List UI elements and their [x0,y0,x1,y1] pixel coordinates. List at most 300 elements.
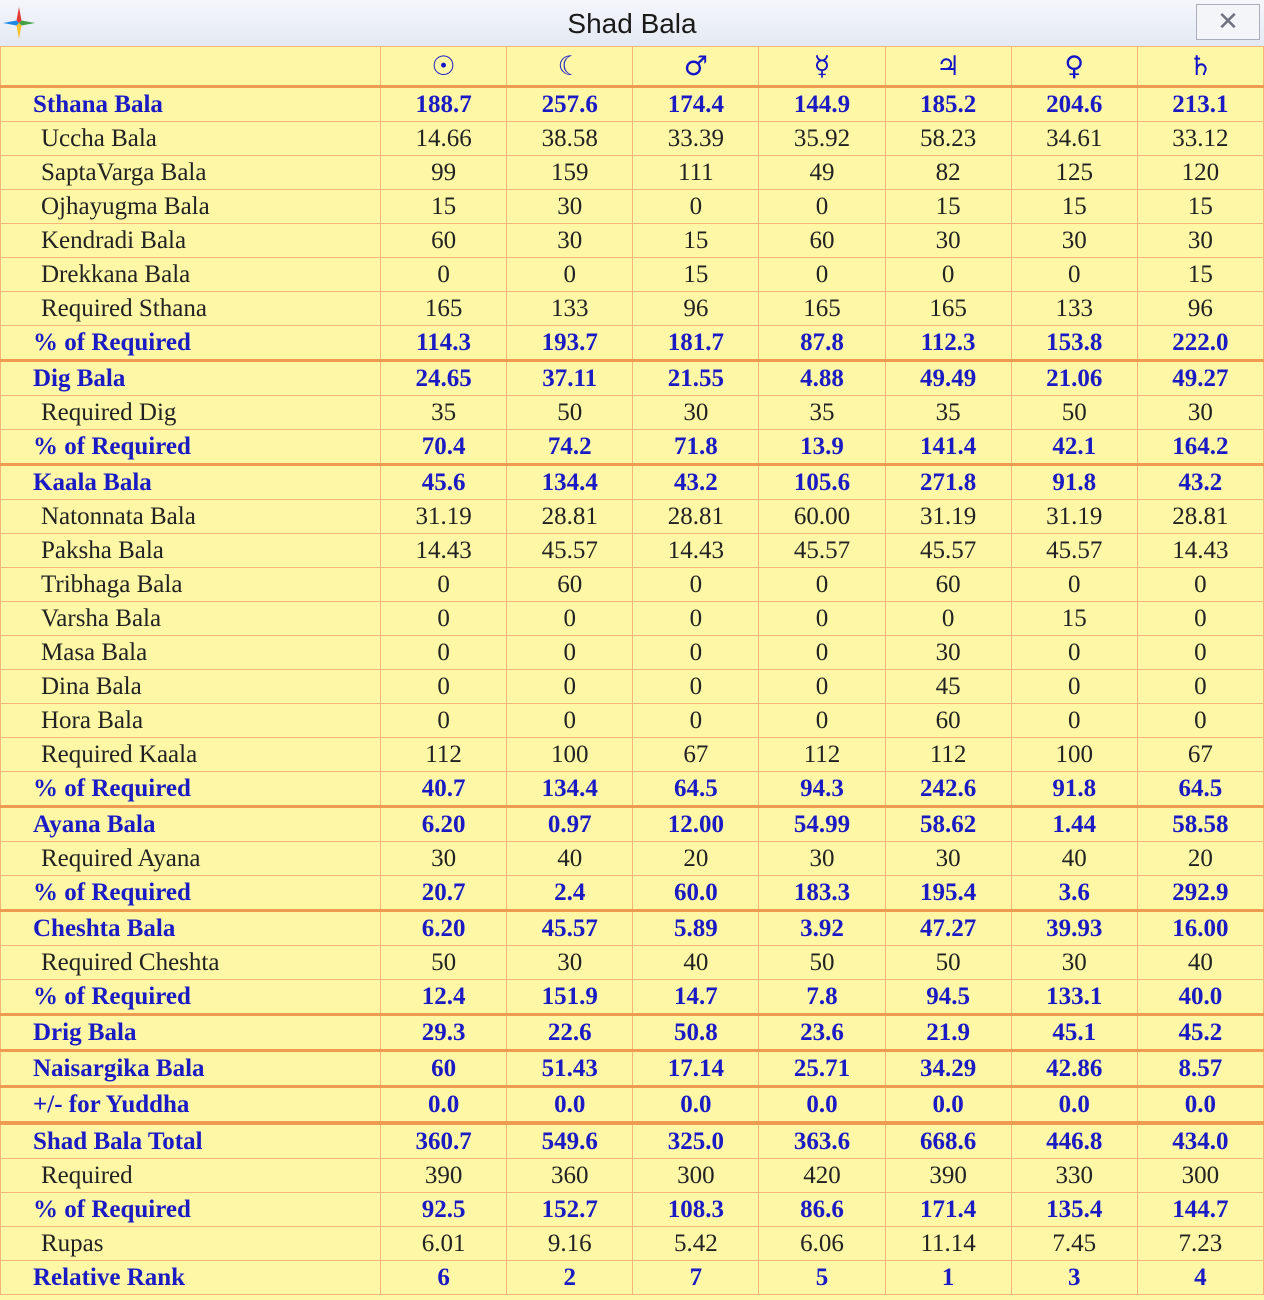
value-cell-mars: 0 [633,190,759,224]
value-cell-mars: 5.42 [633,1227,759,1261]
value-cell-mercury: 5 [759,1261,885,1295]
value-cell-moon: 37.11 [507,361,633,396]
value-cell-jupiter: 390 [885,1159,1011,1193]
value-cell-mercury: 35.92 [759,122,885,156]
table-row [1,636,1264,670]
table-row [1,946,1264,980]
table-row [1,876,1264,911]
value-cell-mercury: 0.0 [759,1087,885,1124]
value-cell-venus: 135.4 [1011,1193,1137,1227]
value-cell-venus: 3 [1011,1261,1137,1295]
table-row [1,1123,1264,1159]
corner-cell [1,47,381,87]
value-cell-saturn: 14.43 [1137,534,1263,568]
value-cell-mercury: 60 [759,224,885,258]
value-cell-moon: 0 [507,258,633,292]
value-cell-saturn: 144.7 [1137,1193,1263,1227]
value-cell-moon: 45.57 [507,911,633,946]
table-row [1,500,1264,534]
value-cell-jupiter: 112.3 [885,326,1011,361]
value-cell-sun: 31.19 [381,500,507,534]
planet-sun-icon: ☉ [381,47,507,87]
value-cell-saturn: 40 [1137,946,1263,980]
title-bar [0,0,1264,47]
value-cell-venus: 39.93 [1011,911,1137,946]
value-cell-mercury: 45.57 [759,534,885,568]
value-cell-saturn: 40.0 [1137,980,1263,1015]
row-label: Ojhayugma Bala [1,190,381,224]
row-label: Hora Bala [1,704,381,738]
row-label: % of Required [1,876,381,911]
row-label: Cheshta Bala [1,911,381,946]
value-cell-venus: 0 [1011,258,1137,292]
row-label: +/- for Yuddha [1,1087,381,1124]
value-cell-saturn: 0 [1137,670,1263,704]
value-cell-saturn: 300 [1137,1159,1263,1193]
value-cell-jupiter: 60 [885,568,1011,602]
value-cell-mars: 43.2 [633,465,759,500]
value-cell-mars: 64.5 [633,772,759,807]
row-label: % of Required [1,430,381,465]
value-cell-jupiter: 15 [885,190,1011,224]
value-cell-jupiter: 1 [885,1261,1011,1295]
value-cell-saturn: 15 [1137,190,1263,224]
value-cell-jupiter: 49.49 [885,361,1011,396]
value-cell-mercury: 144.9 [759,87,885,122]
value-cell-saturn: 0 [1137,704,1263,738]
value-cell-mercury: 0 [759,190,885,224]
row-label: Relative Rank [1,1261,381,1295]
row-label: Sthana Bala [1,87,381,122]
value-cell-mercury: 420 [759,1159,885,1193]
value-cell-jupiter: 21.9 [885,1015,1011,1051]
value-cell-mars: 0 [633,636,759,670]
value-cell-saturn: 64.5 [1137,772,1263,807]
value-cell-mercury: 0 [759,602,885,636]
row-label: Masa Bala [1,636,381,670]
value-cell-sun: 15 [381,190,507,224]
row-label: Varsha Bala [1,602,381,636]
value-cell-mars: 0 [633,568,759,602]
row-label: Kaala Bala [1,465,381,500]
value-cell-venus: 125 [1011,156,1137,190]
value-cell-venus: 15 [1011,602,1137,636]
value-cell-venus: 42.1 [1011,430,1137,465]
value-cell-moon: 133 [507,292,633,326]
value-cell-sun: 24.65 [381,361,507,396]
value-cell-venus: 100 [1011,738,1137,772]
value-cell-venus: 0 [1011,636,1137,670]
value-cell-moon: 0.0 [507,1087,633,1124]
row-label: Required Kaala [1,738,381,772]
value-cell-sun: 0 [381,568,507,602]
value-cell-moon: 30 [507,224,633,258]
value-cell-mars: 7 [633,1261,759,1295]
value-cell-mars: 5.89 [633,911,759,946]
value-cell-mercury: 13.9 [759,430,885,465]
value-cell-jupiter: 58.62 [885,807,1011,842]
value-cell-saturn: 0 [1137,568,1263,602]
value-cell-moon: 100 [507,738,633,772]
planet-saturn-icon: ♄ [1137,47,1263,87]
value-cell-saturn: 45.2 [1137,1015,1263,1051]
value-cell-mars: 20 [633,842,759,876]
planet-moon-icon: ☾ [507,47,633,87]
value-cell-mercury: 87.8 [759,326,885,361]
value-cell-jupiter: 82 [885,156,1011,190]
value-cell-mars: 71.8 [633,430,759,465]
value-cell-sun: 360.7 [381,1123,507,1159]
value-cell-jupiter: 165 [885,292,1011,326]
value-cell-saturn: 20 [1137,842,1263,876]
value-cell-venus: 133 [1011,292,1137,326]
value-cell-sun: 50 [381,946,507,980]
row-label: Ayana Bala [1,807,381,842]
planet-mercury-icon: ☿ [759,47,885,87]
value-cell-jupiter: 45.57 [885,534,1011,568]
value-cell-moon: 2.4 [507,876,633,911]
value-cell-mars: 15 [633,258,759,292]
value-cell-mars: 67 [633,738,759,772]
value-cell-sun: 6.01 [381,1227,507,1261]
value-cell-mercury: 112 [759,738,885,772]
row-label: Kendradi Bala [1,224,381,258]
planet-mars-icon: ♂ [633,47,759,87]
value-cell-mercury: 60.00 [759,500,885,534]
value-cell-saturn: 164.2 [1137,430,1263,465]
value-cell-saturn: 30 [1137,396,1263,430]
value-cell-saturn: 58.58 [1137,807,1263,842]
value-cell-sun: 0 [381,258,507,292]
value-cell-jupiter: 30 [885,842,1011,876]
value-cell-sun: 12.4 [381,980,507,1015]
value-cell-sun: 6 [381,1261,507,1295]
value-cell-venus: 91.8 [1011,772,1137,807]
value-cell-mercury: 86.6 [759,1193,885,1227]
value-cell-venus: 0 [1011,704,1137,738]
value-cell-mercury: 7.8 [759,980,885,1015]
value-cell-mars: 60.0 [633,876,759,911]
value-cell-moon: 74.2 [507,430,633,465]
value-cell-moon: 2 [507,1261,633,1295]
value-cell-saturn: 0 [1137,602,1263,636]
shad-bala-table [0,46,1264,1295]
value-cell-jupiter: 195.4 [885,876,1011,911]
value-cell-sun: 20.7 [381,876,507,911]
value-cell-jupiter: 47.27 [885,911,1011,946]
value-cell-saturn: 0 [1137,636,1263,670]
table-row [1,772,1264,807]
table-row [1,465,1264,500]
value-cell-jupiter: 35 [885,396,1011,430]
value-cell-moon: 151.9 [507,980,633,1015]
table-row [1,1051,1264,1087]
row-label: Drig Bala [1,1015,381,1051]
row-label: SaptaVarga Bala [1,156,381,190]
value-cell-mercury: 23.6 [759,1015,885,1051]
value-cell-mars: 50.8 [633,1015,759,1051]
row-label: Uccha Bala [1,122,381,156]
table-row [1,602,1264,636]
value-cell-mars: 14.7 [633,980,759,1015]
value-cell-jupiter: 60 [885,704,1011,738]
shad-bala-rows [1,87,1264,1295]
value-cell-venus: 31.19 [1011,500,1137,534]
row-label: Naisargika Bala [1,1051,381,1087]
value-cell-saturn: 213.1 [1137,87,1263,122]
row-label: Dig Bala [1,361,381,396]
table-row [1,842,1264,876]
value-cell-moon: 9.16 [507,1227,633,1261]
value-cell-moon: 30 [507,190,633,224]
value-cell-moon: 360 [507,1159,633,1193]
value-cell-moon: 45.57 [507,534,633,568]
value-cell-jupiter: 94.5 [885,980,1011,1015]
table-row [1,738,1264,772]
value-cell-moon: 549.6 [507,1123,633,1159]
value-cell-moon: 0 [507,602,633,636]
value-cell-mercury: 6.06 [759,1227,885,1261]
value-cell-mars: 0 [633,704,759,738]
value-cell-mercury: 183.3 [759,876,885,911]
value-cell-sun: 188.7 [381,87,507,122]
value-cell-venus: 1.44 [1011,807,1137,842]
value-cell-sun: 14.66 [381,122,507,156]
table-row [1,224,1264,258]
value-cell-venus: 7.45 [1011,1227,1137,1261]
value-cell-mars: 96 [633,292,759,326]
value-cell-saturn: 30 [1137,224,1263,258]
table-row [1,326,1264,361]
value-cell-sun: 92.5 [381,1193,507,1227]
table-row [1,87,1264,122]
value-cell-moon: 40 [507,842,633,876]
table-row [1,1159,1264,1193]
value-cell-mars: 111 [633,156,759,190]
value-cell-saturn: 292.9 [1137,876,1263,911]
window-title: Shad Bala [567,8,697,39]
value-cell-saturn: 43.2 [1137,465,1263,500]
value-cell-moon: 28.81 [507,500,633,534]
value-cell-venus: 30 [1011,946,1137,980]
value-cell-jupiter: 185.2 [885,87,1011,122]
value-cell-moon: 0 [507,670,633,704]
table-row [1,258,1264,292]
value-cell-mars: 40 [633,946,759,980]
value-cell-saturn: 15 [1137,258,1263,292]
value-cell-venus: 133.1 [1011,980,1137,1015]
value-cell-saturn: 120 [1137,156,1263,190]
table-row [1,430,1264,465]
value-cell-mars: 108.3 [633,1193,759,1227]
value-cell-venus: 0 [1011,568,1137,602]
row-label: Required Cheshta [1,946,381,980]
table-row [1,1261,1264,1295]
value-cell-mars: 33.39 [633,122,759,156]
value-cell-moon: 30 [507,946,633,980]
row-label: Rupas [1,1227,381,1261]
table-row [1,911,1264,946]
value-cell-jupiter: 112 [885,738,1011,772]
value-cell-moon: 257.6 [507,87,633,122]
value-cell-sun: 0 [381,670,507,704]
value-cell-mercury: 105.6 [759,465,885,500]
value-cell-mercury: 3.92 [759,911,885,946]
value-cell-jupiter: 242.6 [885,772,1011,807]
value-cell-mars: 0 [633,602,759,636]
value-cell-sun: 99 [381,156,507,190]
value-cell-mercury: 30 [759,842,885,876]
value-cell-saturn: 28.81 [1137,500,1263,534]
value-cell-sun: 29.3 [381,1015,507,1051]
value-cell-moon: 159 [507,156,633,190]
row-label: Paksha Bala [1,534,381,568]
value-cell-sun: 30 [381,842,507,876]
value-cell-sun: 60 [381,1051,507,1087]
value-cell-jupiter: 30 [885,636,1011,670]
value-cell-sun: 114.3 [381,326,507,361]
value-cell-saturn: 0.0 [1137,1087,1263,1124]
table-row [1,122,1264,156]
table-row [1,568,1264,602]
table-row [1,1227,1264,1261]
value-cell-mercury: 50 [759,946,885,980]
table-row [1,704,1264,738]
value-cell-mars: 12.00 [633,807,759,842]
value-cell-venus: 0.0 [1011,1087,1137,1124]
value-cell-jupiter: 271.8 [885,465,1011,500]
table-row [1,156,1264,190]
value-cell-moon: 38.58 [507,122,633,156]
planet-jupiter-icon: ♃ [885,47,1011,87]
row-label: Required Sthana [1,292,381,326]
value-cell-moon: 0 [507,704,633,738]
value-cell-mercury: 4.88 [759,361,885,396]
value-cell-jupiter: 0.0 [885,1087,1011,1124]
value-cell-jupiter: 11.14 [885,1227,1011,1261]
value-cell-jupiter: 0 [885,602,1011,636]
value-cell-mars: 28.81 [633,500,759,534]
close-button[interactable]: ✕ [1196,4,1260,40]
row-label: Drekkana Bala [1,258,381,292]
value-cell-saturn: 4 [1137,1261,1263,1295]
value-cell-jupiter: 0 [885,258,1011,292]
table-row [1,396,1264,430]
value-cell-jupiter: 171.4 [885,1193,1011,1227]
value-cell-saturn: 7.23 [1137,1227,1263,1261]
value-cell-sun: 6.20 [381,807,507,842]
value-cell-venus: 330 [1011,1159,1137,1193]
value-cell-sun: 0 [381,636,507,670]
value-cell-mars: 14.43 [633,534,759,568]
value-cell-venus: 15 [1011,190,1137,224]
value-cell-mars: 174.4 [633,87,759,122]
value-cell-moon: 50 [507,396,633,430]
value-cell-sun: 60 [381,224,507,258]
table-row [1,980,1264,1015]
value-cell-jupiter: 58.23 [885,122,1011,156]
table-row [1,292,1264,326]
value-cell-mercury: 0 [759,670,885,704]
value-cell-sun: 14.43 [381,534,507,568]
table-row [1,1087,1264,1124]
value-cell-moon: 22.6 [507,1015,633,1051]
planet-venus-icon: ♀ [1011,47,1137,87]
value-cell-sun: 35 [381,396,507,430]
value-cell-mars: 30 [633,396,759,430]
value-cell-mercury: 363.6 [759,1123,885,1159]
value-cell-venus: 34.61 [1011,122,1137,156]
row-label: Required Ayana [1,842,381,876]
value-cell-mercury: 0 [759,704,885,738]
value-cell-saturn: 33.12 [1137,122,1263,156]
value-cell-venus: 91.8 [1011,465,1137,500]
value-cell-venus: 0 [1011,670,1137,704]
row-label: Required Dig [1,396,381,430]
value-cell-moon: 193.7 [507,326,633,361]
value-cell-mercury: 35 [759,396,885,430]
value-cell-mars: 181.7 [633,326,759,361]
table-row [1,361,1264,396]
table-row [1,1015,1264,1051]
value-cell-moon: 51.43 [507,1051,633,1087]
value-cell-mars: 0.0 [633,1087,759,1124]
value-cell-mercury: 25.71 [759,1051,885,1087]
value-cell-saturn: 8.57 [1137,1051,1263,1087]
value-cell-jupiter: 31.19 [885,500,1011,534]
value-cell-mercury: 0 [759,568,885,602]
value-cell-mars: 325.0 [633,1123,759,1159]
value-cell-venus: 40 [1011,842,1137,876]
value-cell-saturn: 96 [1137,292,1263,326]
value-cell-sun: 165 [381,292,507,326]
value-cell-moon: 0 [507,636,633,670]
value-cell-venus: 21.06 [1011,361,1137,396]
value-cell-moon: 134.4 [507,465,633,500]
value-cell-jupiter: 668.6 [885,1123,1011,1159]
value-cell-jupiter: 34.29 [885,1051,1011,1087]
value-cell-sun: 390 [381,1159,507,1193]
value-cell-venus: 446.8 [1011,1123,1137,1159]
value-cell-jupiter: 45 [885,670,1011,704]
row-label: Required [1,1159,381,1193]
value-cell-moon: 60 [507,568,633,602]
value-cell-sun: 45.6 [381,465,507,500]
table-row [1,1193,1264,1227]
row-label: Dina Bala [1,670,381,704]
row-label: % of Required [1,326,381,361]
value-cell-venus: 45.1 [1011,1015,1137,1051]
row-label: % of Required [1,1193,381,1227]
row-label: % of Required [1,980,381,1015]
value-cell-saturn: 67 [1137,738,1263,772]
value-cell-sun: 6.20 [381,911,507,946]
table-row [1,670,1264,704]
value-cell-mars: 300 [633,1159,759,1193]
value-cell-saturn: 16.00 [1137,911,1263,946]
table-row [1,534,1264,568]
value-cell-venus: 204.6 [1011,87,1137,122]
value-cell-sun: 112 [381,738,507,772]
row-label: % of Required [1,772,381,807]
value-cell-mars: 17.14 [633,1051,759,1087]
value-cell-mars: 21.55 [633,361,759,396]
value-cell-venus: 153.8 [1011,326,1137,361]
value-cell-venus: 45.57 [1011,534,1137,568]
value-cell-saturn: 222.0 [1137,326,1263,361]
planet-header-row [1,47,1264,87]
value-cell-saturn: 49.27 [1137,361,1263,396]
